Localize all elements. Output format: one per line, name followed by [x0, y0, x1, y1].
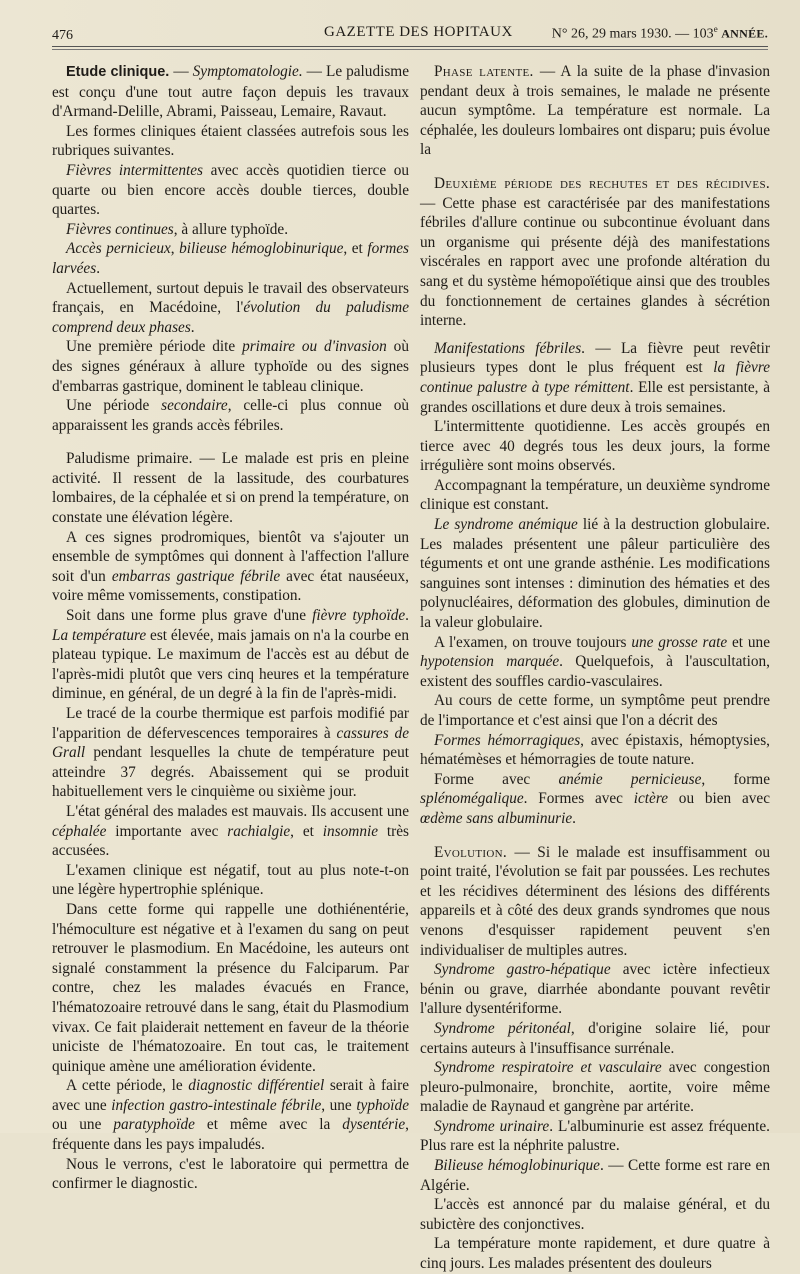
right-column [420, 62, 770, 1274]
header-rule [52, 46, 768, 47]
paragraph: Une période secondaire, celle-ci plus connue où apparaissent les grands accès fébriles. [52, 397, 409, 434]
paragraph: Actuellement, surtout depuis le travail des observateurs français, en Macédoine, l'évolution du paludisme comprend deux phases. [52, 279, 409, 336]
paragraph: Deuxième période des rechutes et des récidives. — Cette phase est caractérisée par des manifestations fébriles d'allure continue ou subcontinue évoluant dans un organisme qui présente déjà des manifestations viscérales en rapport avec une profonde altération du sang et du système hémopoïétique ainsi que des troubles du fonctionnement de certaines glandes à sécrétion interne. [420, 174, 770, 330]
paragraph: Fièvres intermittentes avec accès quotidien tierce ou quarte ou bien encore accès double tierces, double quartes. [52, 161, 410, 219]
left-column [52, 62, 409, 1194]
paragraph: Etude clinique. — Symptomatologie. — Le paludisme est conçu d'une tout autre façon depuis les travaux d'Armand-Delille, Abrami, Paisseau, Lemaire, Ravaut. [52, 63, 409, 121]
paragraph: Les formes cliniques étaient classées autrefois sous les rubriques suivantes. [52, 122, 409, 160]
paragraph: L'intermittente quotidienne. Les accès groupés en tierce avec 40 degrés tous les deux jours, la forme irrégulière sont moins observés. [420, 418, 770, 475]
paragraph: A l'examen, on trouve toujours une grosse rate et une hypotension marquée. Quelquefois, à l'auscultation, existent des souffles cardio-vasculaires. [420, 633, 770, 690]
page-header [52, 22, 768, 46]
paragraph: A cette période, le diagnostic différentiel serait à faire avec une infection gastro-intestinale fébrile, une typhoïde ou une paratyphoïde et même avec la dysentérie, fréquente dans les pays impaludés. [52, 1077, 409, 1154]
paragraph: Phase latente. — A la suite de la phase d'invasion pendant deux à trois semaines, le malade ne présente aucun symptôme. La température est normale. La céphalée, les douleurs lombaires ont disparu; puis évolue la [420, 63, 770, 159]
journal-title: GAZETTE DES HOPITAUX [324, 24, 513, 40]
paragraph: Syndrome péritonéal, d'origine solaire lié, pour certains auteurs à l'insuffisance surrénale. [420, 1019, 770, 1057]
paragraph: Formes hémorragiques, avec épistaxis, hémoptysies, hématémèses et hémorragies de toute nature. [420, 731, 770, 769]
page-number: 476 [52, 28, 73, 43]
paragraph: Bilieuse hémoglobinurique. — Cette forme est rare en Algérie. [420, 1157, 770, 1194]
paragraph: Le syndrome anémique lié à la destruction globulaire. Les malades présentent une pâleur particulière des téguments et ont une grande asthénie. Les modifications sanguines sont intenses : diminution des hématies et des polynucléaires, déformation des globules, diminution de la valeur globulaire. [420, 516, 770, 632]
paragraph: Nous le verrons, c'est le laboratoire qui permettra de confirmer le diagnostic. [52, 1155, 409, 1193]
paragraph: Accès pernicieux, bilieuse hémoglobinurique, et formes larvées. [52, 240, 409, 277]
paragraph: Manifestations fébriles. — La fièvre peut revêtir plusieurs types dont le plus fréquent est la fièvre continue palustre à type rémittent. Elle est persistante, à grandes oscillations et dure deux à trois semaines. [420, 339, 771, 416]
paragraph: Syndrome respiratoire et vasculaire avec congestion pleuro-pulmonaire, bronchite, aortite, voire même maladie de Raynaud et gangrène par artérite. [420, 1059, 770, 1116]
paragraph: L'examen clinique est négatif, tout au plus note-t-on une légère hypertrophie splénique. [52, 861, 409, 899]
paragraph: Dans cette forme qui rappelle une dothiénentérie, l'hémoculture est négative et à l'examen du sang on peut retrouver le plasmodium. En Macédoine, les auteurs ont signalé constamment la présence du Falciparum. Par contre, chez les malades évacués en France, l'hématozoaire retrouvé dans le sang, était du Plasmodium vivax. Ce fait plaiderait nettement en faveur de la théorie uniciste de l'hématozoaire. En tout cas, le traitement quinique amène une amélioration évidente. [52, 900, 409, 1075]
paragraph: L'accès est annoncé par du malaise général, et du subictère des conjonctives. [420, 1196, 770, 1233]
paragraph: Forme avec anémie pernicieuse, forme splénomégalique. Formes avec ictère ou bien avec œdème sans albuminurie. [420, 770, 770, 827]
paragraph: L'état général des malades est mauvais. Ils accusent une céphalée importante avec rachialgie, et insomnie très accusées. [52, 802, 409, 860]
paragraph: Au cours de cette forme, un symptôme peut prendre de l'importance et c'est ainsi que l'on a décrit des [420, 692, 770, 729]
paragraph: Soit dans une forme plus grave d'une fièvre typhoïde. La température est élevée, mais jamais on n'a la courbe en plateau typique. Le maximum de l'accès est au début de l'après-midi plutôt que vers cinq heures et la température diminue, en général, de un degré à la fin de l'après-midi. [52, 607, 410, 703]
paragraph: Le tracé de la courbe thermique est parfois modifié par l'apparition de défervescences temporaires à cassures de Grall pendant lesquelles la chute de température peut atteindre 37 degrés. Abaissement qui se produit habituellement vers le cinquième ou sixième jour. [52, 705, 409, 801]
issue-info: N° 26, 29 mars 1930. — 103e ANNÉE. [551, 24, 768, 42]
paragraph: Evolution. — Si le malade est insuffisamment ou point traité, l'évolution se fait par poussées. Les rechutes et les récidives déterminent des lésions des différents appareils et à côté des deux grands syndromes que nous venons d'esquisser rapidement peuvent s'en individualiser de multiples autres. [420, 843, 770, 959]
paragraph: La température monte rapidement, et dure quatre à cinq jours. Les malades présentent des douleurs [420, 1235, 770, 1273]
paragraph: Accompagnant la température, un deuxième syndrome clinique est constant. [420, 476, 770, 514]
paragraph: A ces signes prodromiques, bientôt va s'ajouter un ensemble de symptômes qui donnent à l'affection l'allure soit d'un embarras gastrique fébrile avec état nauséeux, voire même vomissements, constipation. [52, 528, 410, 605]
header-rule-secondary [52, 49, 768, 50]
paragraph: Syndrome gastro-hépatique avec ictère infectieux bénin ou grave, diarrhée abondante pouvant revêtir l'allure dysentériforme. [420, 961, 770, 1018]
paragraph: Une première période dite primaire ou d'invasion où des signes généraux à allure typhoïde ou des signes d'embarras gastrique, dominent le tableau clinique. [52, 338, 409, 395]
paragraph: Fièvres continues, à allure typhoïde. [66, 220, 289, 238]
paragraph: Paludisme primaire. — Le malade est pris en pleine activité. Il ressent de la lassitude, des courbatures lombaires, de la céphalée et si on prend la température, on constate une élévation légère. [52, 450, 409, 527]
paragraph: Syndrome urinaire. L'albuminurie est assez fréquente. Plus rare est la néphrite palustre. [420, 1117, 770, 1155]
